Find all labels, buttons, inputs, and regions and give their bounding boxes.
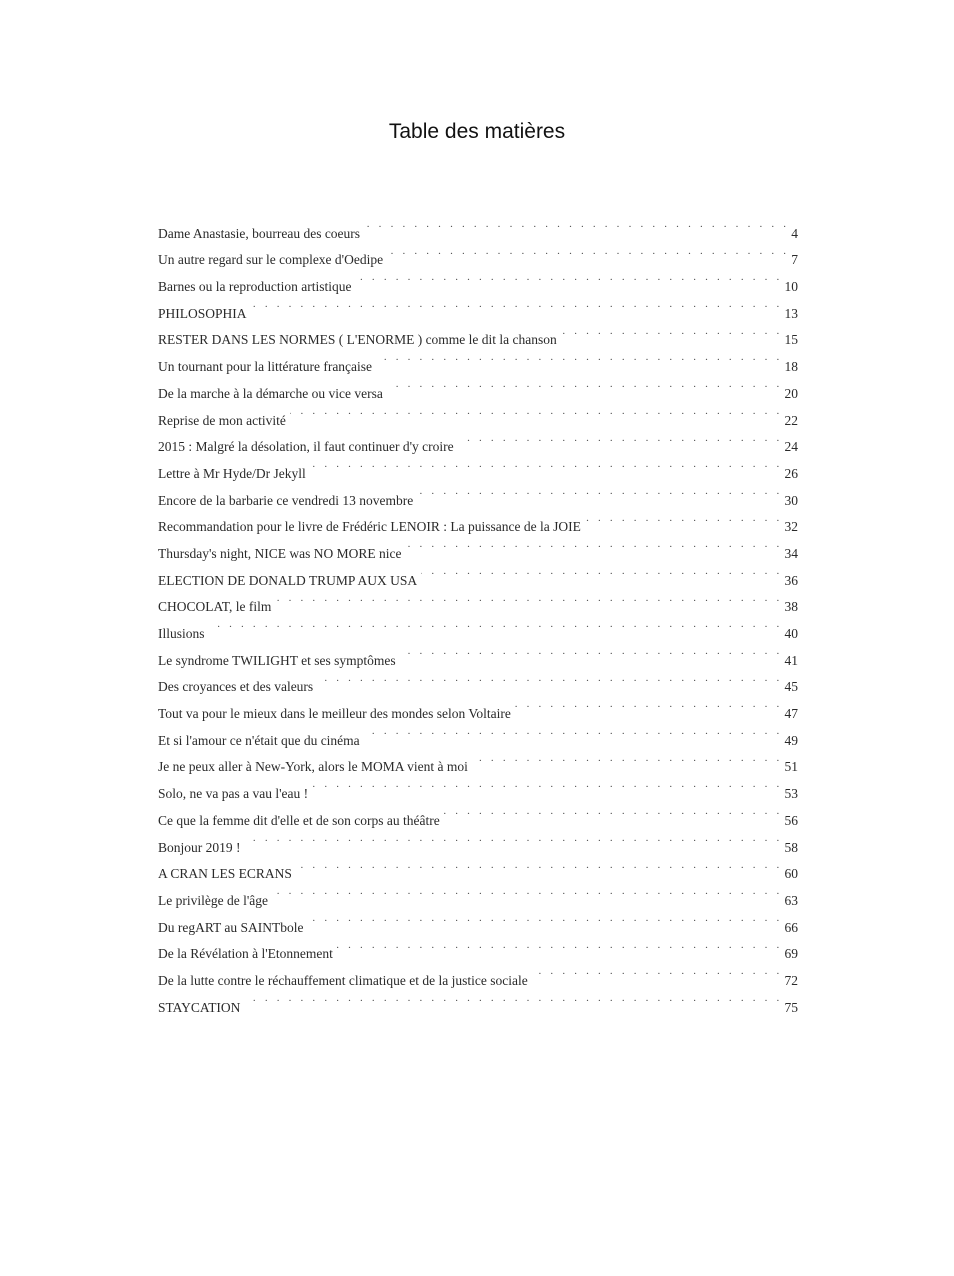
toc-entry-title[interactable]: RESTER DANS LES NORMES ( L'ENORME ) comme le dit la chanson xyxy=(158,332,557,348)
toc-entry-page-number[interactable]: 51 xyxy=(784,759,798,775)
dot-leader xyxy=(296,852,783,879)
toc-entry-title[interactable]: STAYCATION xyxy=(158,999,241,1015)
toc-entry-title[interactable]: De la lutte contre le réchauffement climatique et de la justice sociale xyxy=(158,972,528,988)
toc-entry-title[interactable]: De la marche à la démarche ou vice versa xyxy=(158,385,383,401)
toc-entry-page-number[interactable]: 22 xyxy=(784,412,798,428)
toc-entry-title[interactable]: Un autre regard sur le complexe d'Oedipe xyxy=(158,252,384,268)
dot-leader xyxy=(275,585,782,612)
toc-entry-title[interactable]: Ce que la femme dit d'elle et de son corps au théâtre xyxy=(158,812,440,828)
toc-entry-page-number[interactable]: 41 xyxy=(784,652,798,668)
toc-entry-page-number[interactable]: 53 xyxy=(784,786,798,802)
toc-entry-page-number[interactable]: 36 xyxy=(784,572,798,588)
toc-entry-page-number[interactable]: 24 xyxy=(784,439,798,455)
toc-entry-page-number[interactable]: 15 xyxy=(784,332,798,348)
toc-entry-page-number[interactable]: 72 xyxy=(784,972,798,988)
toc-entry-page-number[interactable]: 10 xyxy=(784,279,798,295)
dot-leader xyxy=(472,745,783,772)
dot-leader xyxy=(209,611,783,638)
toc-entry-title[interactable]: Barnes ou la reproduction artistique xyxy=(158,279,352,295)
dot-leader xyxy=(251,291,783,318)
toc-entry-page-number[interactable]: 34 xyxy=(784,545,798,561)
toc-entry-title[interactable]: Des croyances et des valeurs xyxy=(158,679,314,695)
dot-leader xyxy=(244,985,782,1012)
toc-entry[interactable] xyxy=(158,318,798,348)
toc-entry-title[interactable]: Dame Anastasie, bourreau des coeurs xyxy=(158,225,361,241)
dot-leader xyxy=(312,771,782,798)
dot-leader xyxy=(272,878,782,905)
toc-entry-title[interactable]: Et si l'amour ce n'était que du cinéma xyxy=(158,732,360,748)
toc-entry[interactable] xyxy=(158,852,798,882)
page-title: Table des matières xyxy=(388,120,566,143)
dot-leader xyxy=(245,825,783,852)
toc-entry-title[interactable]: CHOCOLAT, le film xyxy=(158,599,272,615)
toc-entry-page-number[interactable]: 7 xyxy=(791,252,798,268)
toc-entry-page-number[interactable]: 40 xyxy=(784,626,798,641)
toc-entry-title[interactable]: Je ne peux aller à New-York, alors le MOMA vient à moi xyxy=(158,759,468,775)
dot-leader xyxy=(458,425,783,452)
dot-leader xyxy=(308,905,783,932)
toc-entry-title[interactable]: Solo, ne va pas a vau l'eau ! xyxy=(158,786,309,802)
toc-entry-title[interactable]: Le privilège de l'âge xyxy=(158,892,269,908)
toc-entry-title[interactable]: Thursday's night, NICE was NO MORE nice xyxy=(158,545,402,561)
toc-entry-title[interactable]: Reprise de mon activité xyxy=(158,412,286,428)
toc-entry-page-number[interactable]: 30 xyxy=(784,492,798,508)
dot-leader xyxy=(387,238,789,265)
toc-entry-page-number[interactable]: 75 xyxy=(784,999,798,1015)
dot-leader xyxy=(406,531,783,558)
toc-entry-title[interactable]: Tout va pour le mieux dans le meilleur des mondes selon Voltaire xyxy=(158,706,511,722)
toc-entry-title[interactable]: Illusions xyxy=(158,626,205,641)
toc-entry-page-number[interactable]: 56 xyxy=(784,812,798,828)
toc-entry-title[interactable]: PHILOSOPHIA xyxy=(158,305,247,321)
dot-leader xyxy=(364,211,789,238)
table-of-contents xyxy=(158,211,798,1015)
toc-entry[interactable] xyxy=(158,985,798,1015)
toc-entry-page-number[interactable]: 18 xyxy=(784,359,798,375)
dot-leader xyxy=(310,451,783,478)
toc-entry[interactable] xyxy=(158,211,798,241)
dot-leader xyxy=(417,478,782,505)
toc-entry-page-number[interactable]: 63 xyxy=(784,892,798,908)
dot-leader xyxy=(421,558,782,585)
toc-entry-title[interactable]: Encore de la barbarie ce vendredi 13 novembre xyxy=(158,492,414,508)
dot-leader xyxy=(290,398,783,425)
toc-entry-title[interactable]: Du regART au SAINTbole xyxy=(158,919,304,935)
toc-entry-page-number[interactable]: 66 xyxy=(784,919,798,935)
toc-entry-title[interactable]: De la Révélation à l'Etonnement xyxy=(158,946,333,962)
toc-entry-title[interactable]: Lettre à Mr Hyde/Dr Jekyll xyxy=(158,465,306,481)
toc-entry-title[interactable]: Bonjour 2019 ! xyxy=(158,839,241,855)
toc-entry-page-number[interactable]: 45 xyxy=(784,679,798,695)
toc-entry-title[interactable]: 2015 : Malgré la désolation, il faut continuer d'y croire xyxy=(158,439,454,455)
toc-entry-page-number[interactable]: 38 xyxy=(784,599,798,615)
toc-entry-title[interactable]: Recommandation pour le livre de Frédéric LENOIR : La puissance de la JOIE xyxy=(158,519,581,535)
dot-leader xyxy=(561,318,783,345)
toc-entry-page-number[interactable]: 20 xyxy=(784,385,798,401)
dot-leader xyxy=(585,505,783,532)
toc-entry-page-number[interactable]: 60 xyxy=(784,866,798,882)
dot-leader xyxy=(400,638,783,665)
toc-entry[interactable] xyxy=(158,825,798,855)
toc-entry-page-number[interactable]: 32 xyxy=(784,519,798,535)
toc-entry-page-number[interactable]: 58 xyxy=(784,839,798,855)
dot-leader xyxy=(532,958,783,985)
toc-entry-page-number[interactable]: 4 xyxy=(791,225,798,241)
toc-entry[interactable] xyxy=(158,638,798,668)
toc-entry[interactable] xyxy=(158,291,798,321)
dot-leader xyxy=(355,264,782,291)
toc-entry-title[interactable]: Le syndrome TWILIGHT et ses symptômes xyxy=(158,652,396,668)
toc-entry-page-number[interactable]: 49 xyxy=(784,732,798,748)
dot-leader xyxy=(515,691,783,718)
dot-leader xyxy=(376,344,782,371)
dot-leader xyxy=(337,932,783,959)
toc-entry-page-number[interactable]: 69 xyxy=(784,946,798,962)
dot-leader xyxy=(364,718,783,745)
toc-entry-page-number[interactable]: 47 xyxy=(784,706,798,722)
dot-leader xyxy=(317,665,782,692)
dot-leader xyxy=(444,798,783,825)
toc-entry-title[interactable]: Un tournant pour la littérature française xyxy=(158,359,373,375)
toc-entry-title[interactable]: ELECTION DE DONALD TRUMP AUX USA xyxy=(158,572,418,588)
dot-leader xyxy=(387,371,783,398)
toc-entry-page-number[interactable]: 13 xyxy=(784,305,798,321)
toc-entry-title[interactable]: A CRAN LES ECRANS xyxy=(158,866,292,882)
toc-entry-page-number[interactable]: 26 xyxy=(784,465,798,481)
toc-entry[interactable] xyxy=(158,611,798,641)
